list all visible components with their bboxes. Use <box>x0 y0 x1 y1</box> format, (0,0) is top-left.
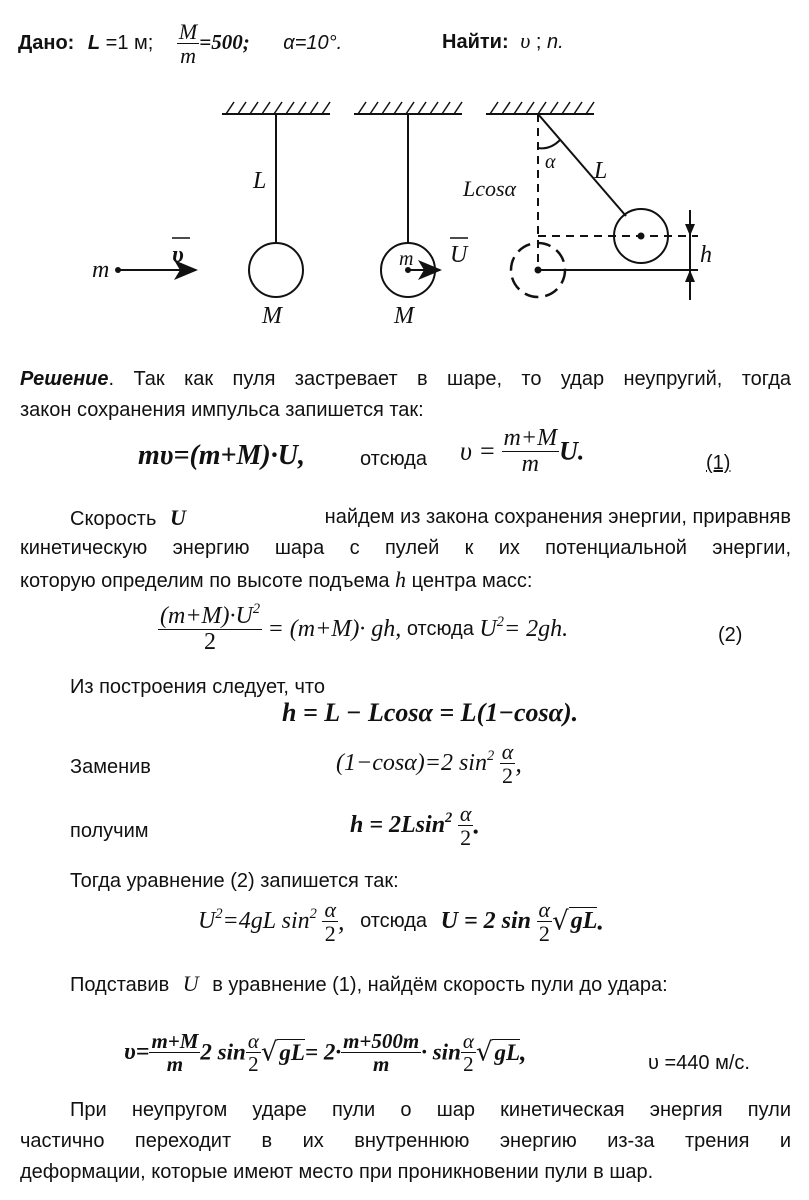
p2-line2: кинетическую энергию шара с пулей к их потенциальной энергии, <box>20 537 791 559</box>
ceiling-1 <box>222 102 330 114</box>
label-Lcos: Lcosα <box>463 176 517 201</box>
solution-label: Решение <box>20 368 109 390</box>
h-arrow-bottom <box>685 270 695 282</box>
eq1-otsyuda: отсюда <box>360 448 427 470</box>
p3: Из построения следует, что <box>70 676 325 698</box>
ball-initial-center <box>535 267 542 274</box>
label-v: υ <box>172 242 184 268</box>
label-h: h <box>700 242 712 268</box>
find-v: υ <box>520 28 531 53</box>
solution-para: Решение. Так как пуля застревает в шаре, то удар неупругий, тогда <box>20 368 791 390</box>
find-line: Найти: υ ; n. <box>442 28 564 53</box>
p8-line1: При неупругом ударе пули о шар кинетическая энергия пули <box>70 1099 791 1121</box>
eq5a: h = 2Lsin$^2$ $\frac{\alpha}{2}$ . <box>350 801 480 851</box>
label-U: U <box>450 242 468 268</box>
p4-label: Заменив <box>70 756 151 778</box>
p7: Подставив U в уравнение (1), найдём скорость пули до удара: <box>70 971 668 996</box>
label-L1: L <box>253 168 267 194</box>
eq2-number: (2) <box>718 624 743 646</box>
pendulum-figure <box>0 90 809 340</box>
eq1-number: (1) <box>706 452 731 474</box>
label-M2: M <box>394 303 414 329</box>
label-m-bullet: m <box>92 257 110 283</box>
ball-deflected-center <box>638 233 645 240</box>
given-ratio-value: =500; <box>199 29 250 54</box>
given-L-symbol: L <box>87 31 101 54</box>
eq4a: (1−cosα)=2 $\sin^2$ $\frac{\alpha}{2}$ , <box>336 739 522 789</box>
eq5: υ= $\frac{m+M}{m}$ 2 sin $\frac{\alpha}{2}$ √gL= 2· $\frac{m+500m}{m}$ · sin $\frac{\alpha}{2}$ √gL, <box>124 1029 527 1077</box>
given-label: Дано <box>18 31 68 54</box>
eq3: h = L − Lcosα = L(1−cosα). <box>282 698 579 727</box>
given-line: Дано: L =1 м; $\frac{M}{m}$ =500; α=10°. <box>18 19 343 69</box>
given-alpha: α=10°. <box>283 31 343 54</box>
find-label: Найти <box>442 31 502 53</box>
p8-line3: деформации, которые имеют место при проникновении пули в шар. <box>20 1161 654 1183</box>
find-n: n. <box>546 31 564 53</box>
eq1-lhs: mυ=(m+M)·U, <box>138 440 305 471</box>
label-M1: M <box>262 303 282 329</box>
bullet <box>115 267 121 273</box>
ceiling-3 <box>486 102 594 114</box>
ball-1 <box>249 243 303 297</box>
h-arrow-top <box>685 224 695 236</box>
ceiling-2 <box>354 102 462 114</box>
eq4: $U^2=4gL$ $\sin^2$ $\frac{\alpha}{2}$ , отсюда U = 2 sin $\frac{\alpha}{2}$ √gL. <box>198 897 604 947</box>
p8-line2: частично переходит в их внутреннюю энергию из-за трения и <box>20 1130 791 1152</box>
eq1-rhs: υ = $\frac{m+M}{m}$ U. <box>460 425 585 478</box>
p6: Тогда уравнение (2) запишется так: <box>70 870 399 892</box>
solution-line2: закон сохранения импульса запишется так: <box>20 399 424 421</box>
eq5-result: υ =440 м/с. <box>648 1052 750 1074</box>
p5-label: получим <box>70 820 149 842</box>
given-L-value: =1 м; <box>100 31 154 54</box>
p2-line3: которую определим по высоте подъема h центра масс: <box>20 567 533 592</box>
angle-arc <box>538 140 560 148</box>
given-ratio: $\frac{M}{m}$ <box>178 19 198 69</box>
label-alpha: α <box>545 151 556 173</box>
p2-line1: Скорость U найдем из закона сохранения энергии, приравняв <box>70 505 791 530</box>
label-L3: L <box>594 158 608 184</box>
eq2: $\frac{(m+M)\cdot U^2}{2}$ = (m+M)· gh, отсюда $U^2= 2gh$. <box>160 600 569 656</box>
label-m-ball: m <box>399 248 414 270</box>
